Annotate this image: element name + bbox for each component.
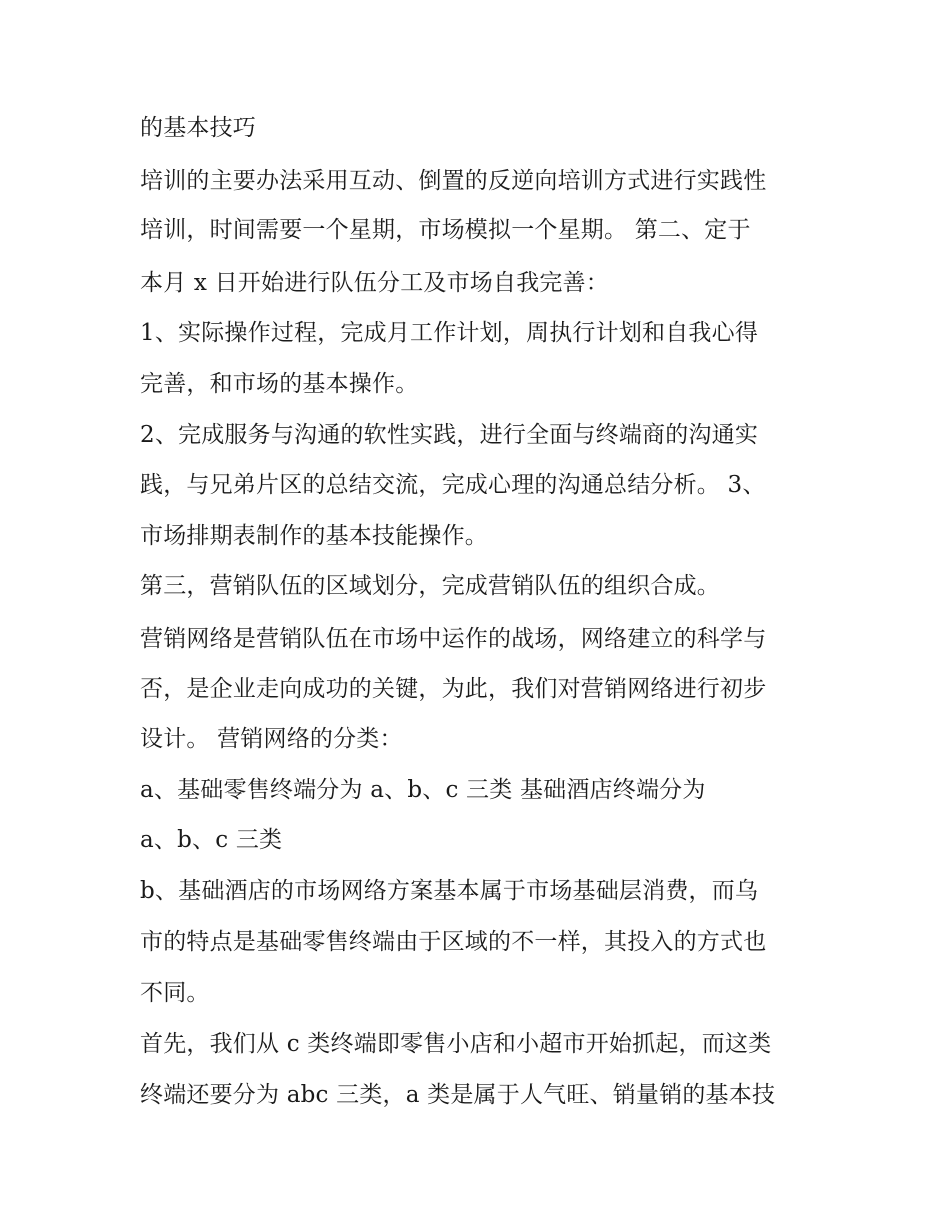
text-line: 践，与兄弟片区的总结交流，完成心理的沟通总结分析。 3、 xyxy=(140,472,766,498)
text-line: 完善，和市场的基本操作。 xyxy=(140,371,419,397)
text-line: 培训的主要办法采用互动、倒置的反逆向培训方式进行实践性 xyxy=(140,168,767,194)
text-line: a、b、c 三类 xyxy=(140,827,283,853)
text-line: 营销网络是营销队伍在市场中运作的战场，网络建立的科学与 xyxy=(140,626,767,652)
text-line: 不同。 xyxy=(140,980,210,1006)
text-line: b、基础酒店的市场网络方案基本属于市场基础层消费，而乌 xyxy=(140,878,759,904)
text-line: 终端还要分为 abc 三类，a 类是属于人气旺、销量销的基本技 xyxy=(140,1082,776,1108)
text-line: 培训，时间需要一个星期，市场模拟一个星期。 第二、定于 xyxy=(140,217,751,243)
text-line: 设计。 营销网络的分类： xyxy=(140,726,403,752)
text-line: 2、完成服务与沟通的软性实践，进行全面与终端商的沟通实 xyxy=(140,422,759,448)
text-line: 的基本技巧 xyxy=(140,115,256,141)
text-line: a、基础零售终端分为 a、b、c 三类 基础酒店终端分为 xyxy=(140,777,706,803)
text-line: 市场排期表制作的基本技能操作。 xyxy=(140,523,488,549)
text-line: 首先，我们从 c 类终端即零售小店和小超市开始抓起，而这类 xyxy=(140,1031,772,1057)
text-line: 本月 x 日开始进行队伍分工及市场自我完善： xyxy=(140,270,609,296)
text-line: 市的特点是基础零售终端由于区域的不一样，其投入的方式也 xyxy=(140,929,767,955)
text-line: 1、实际操作过程，完成月工作计划，周执行计划和自我心得 xyxy=(140,320,759,346)
text-line: 第三，营销队伍的区域划分，完成营销队伍的组织合成。 xyxy=(140,573,720,599)
text-line: 否，是企业走向成功的关键，为此，我们对营销网络进行初步 xyxy=(140,676,767,702)
